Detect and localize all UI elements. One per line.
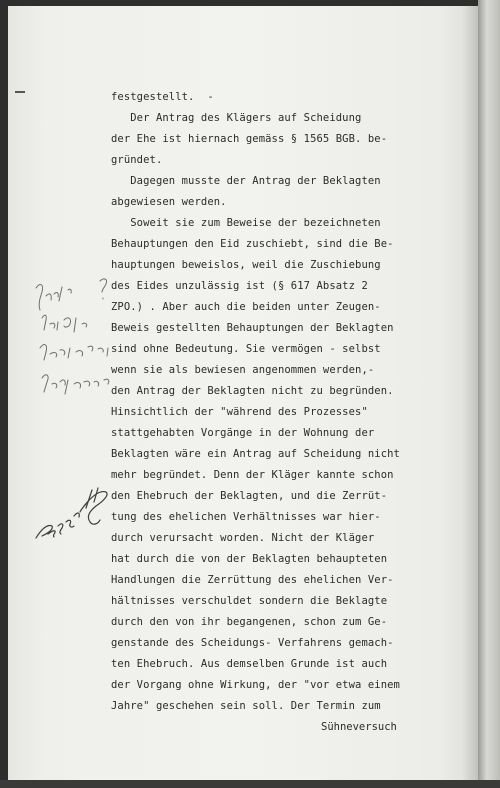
- text-line: gründet.: [111, 154, 163, 166]
- text-line: Dagegen musste der Antrag der Beklagten: [111, 175, 381, 187]
- text-line: hauptungen beweislos, weil die Zuschiebung: [111, 259, 381, 271]
- text-line: wenn sie als bewiesen angenommen werden,-: [111, 364, 375, 376]
- text-line: hat durch die von der Beklagten behaupteten: [111, 553, 388, 565]
- handwritten-margin-notes: [8, 6, 128, 426]
- text-line: tung des ehelichen Verhältnisses war hier-: [111, 511, 381, 523]
- text-line: genstande des Scheidungs- Verfahrens gemach-: [111, 637, 394, 649]
- text-line: ten Ehebruch. Aus demselben Grunde ist auch: [111, 658, 388, 670]
- scan-bottom-edge: [0, 780, 500, 788]
- text-line: Hinsichtlich der "während des Prozesses": [111, 406, 368, 418]
- text-line: Beklagten wäre ein Antrag auf Scheidung nicht: [111, 448, 400, 460]
- handwriting-scribble-icon: [8, 6, 128, 566]
- text-line: Der Antrag des Klägers auf Scheidung: [111, 112, 362, 124]
- page-binding-edge: [478, 0, 500, 788]
- document-page: [8, 6, 478, 780]
- text-line: hältnisses verschuldet sondern die Beklagte: [111, 595, 388, 607]
- text-line: den Antrag der Beklagten nicht zu begründen.: [111, 385, 394, 397]
- text-line: abgewiesen werden.: [111, 196, 227, 208]
- text-line: durch verursacht worden. Nicht der Kläger: [111, 532, 375, 544]
- text-line: des Eides unzulässig ist (§ 617 Absatz 2: [111, 280, 368, 292]
- text-line: Behauptungen den Eid zuschiebt, sind die Be-: [111, 238, 394, 250]
- text-line: den Ehebruch der Beklagten, und die Zerrüt-: [111, 490, 388, 502]
- text-line: festgestellt. -: [111, 91, 214, 103]
- text-line: Soweit sie zum Beweise der bezeichneten: [111, 217, 381, 229]
- page-fold-shadow: [462, 6, 478, 780]
- text-line: stattgehabten Vorgänge in der Wohnung der: [111, 427, 375, 439]
- text-line: der Ehe ist hiernach gemäss § 1565 BGB. be-: [111, 133, 388, 145]
- text-line: mehr begründet. Denn der Kläger kannte schon: [111, 469, 394, 481]
- text-line: Handlungen die Zerrüttung des ehelichen Ver-: [111, 574, 394, 586]
- text-line: durch den von ihr begangenen, schon zum Ge-: [111, 616, 388, 628]
- text-line: Beweis gestellten Behauptungen der Beklagten: [111, 322, 394, 334]
- text-line: ZPO.) . Aber auch die beiden unter Zeugen-: [111, 301, 381, 313]
- catchword: Sühneversuch: [321, 721, 397, 733]
- text-line: Jahre" geschehen sein soll. Der Termin zum: [111, 700, 381, 712]
- text-line: sind ohne Bedeutung. Sie vermögen - selbst: [111, 343, 381, 355]
- text-line: der Vorgang ohne Wirkung, der "vor etwa einem: [111, 679, 400, 691]
